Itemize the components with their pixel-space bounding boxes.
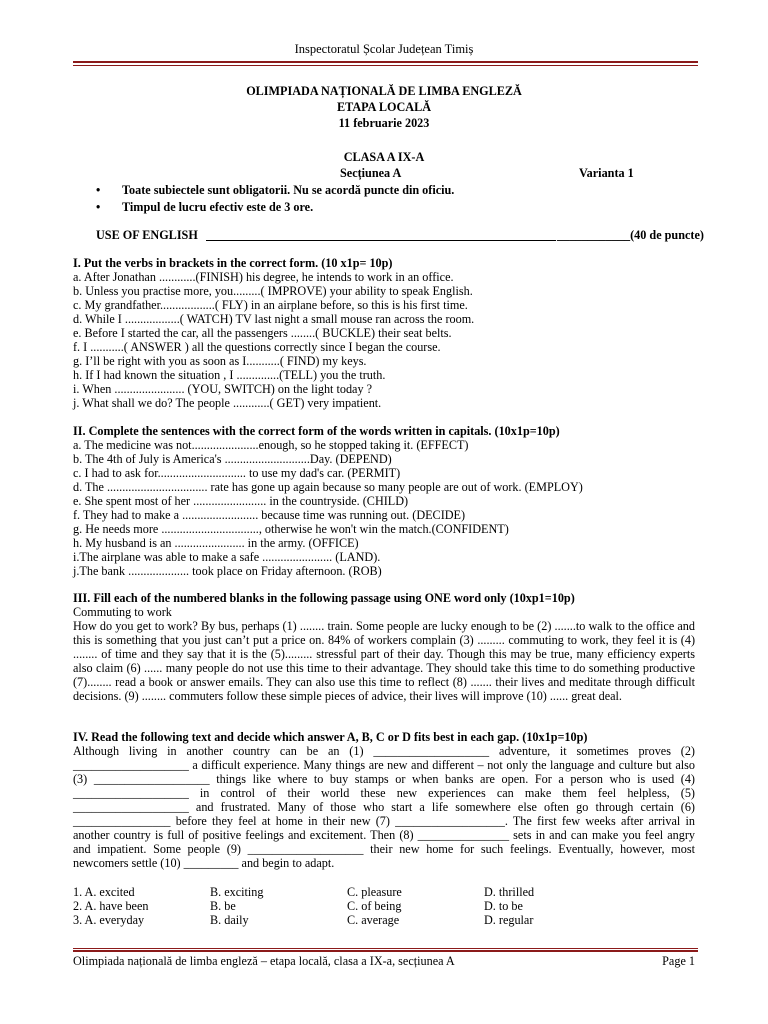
ex4-option: D. regular <box>484 913 534 927</box>
footer-rule <box>73 948 698 949</box>
ex4-option: C. of being <box>347 899 402 913</box>
ex2-item: b. The 4th of July is America's ............................Day. (DEPEND) <box>73 452 392 466</box>
ex1-item: i. When ....................... (YOU, SWITCH) on the light today ? <box>73 382 373 396</box>
title-olympiad: OLIMPIADA NAȚIONALĂ DE LIMBA ENGLEZĂ <box>246 84 522 98</box>
ex4-option: C. average <box>347 913 400 927</box>
rule-item: • Timpul de lucru efectiv este de 3 ore. <box>96 200 314 214</box>
title-stage: ETAPA LOCALĂ <box>336 100 431 114</box>
ex4-option: 2. A. have been <box>73 899 149 913</box>
ex2-item: i.The airplane was able to make a safe ....................... (LAND). <box>73 550 381 564</box>
ex1-item: j. What shall we do? The people ............( GET) very impatient. <box>73 396 382 410</box>
ex2-item: e. She spent most of her ........................ in the countryside. (CHILD) <box>73 494 409 508</box>
ex4-option: B. be <box>210 899 236 913</box>
ex4-option: B. daily <box>210 913 249 927</box>
title-date: 11 februarie 2023 <box>338 116 430 130</box>
page-header: Inspectoratul Școlar Județean Timiș <box>294 42 474 56</box>
use-of-english-label: USE OF ENGLISH <box>96 228 198 242</box>
footer-text: Olimpiada națională de limba engleză – etapa locală, clasa a IX-a, secțiunea A <box>73 954 455 968</box>
ex1-item: h. If I had known the situation , I ..............(TELL) you the truth. <box>73 368 386 382</box>
page-number: Page 1 <box>662 954 695 968</box>
ex1-item: c. My grandfather..................( FLY) in an airplane before, so this is his first time. <box>73 298 468 312</box>
ex4-option: C. pleasure <box>347 885 402 899</box>
ex1-item: f. I ...........( ANSWER ) all the questions correctly since I began the course. <box>73 340 441 354</box>
ex4-passage: Although living in another country can be an (1) ___________________ adventure, it sometimes proves (2) ___________________ a difficult experience. Many things are new and different – not only the language and culture but also (3) ___________________ things like where to buy stamps or when banks are open. For a person who is used (4) ___________________ in control of their world these new experiences can make them feel helpless, (5) ___________________ and frustrated. Many of those who start a life somewhere else often go through certain (6) ________________ before they feel at home in their new (7) __________________. The first few weeks after arrival in another country is full of positive feelings and excitement. Then (8) _______________ sets in and can make you feel angry and impatient. Some people (9) ___________________ their new home for such feelings. Eventually, however, most newcomers settle (10) _________ and begin to adapt. <box>73 744 695 870</box>
header-rule-thin <box>73 65 698 66</box>
section-label: Secțiunea A <box>340 166 402 180</box>
ex4-option: D. thrilled <box>484 885 535 899</box>
ex3-subtitle: Commuting to work <box>73 605 172 619</box>
ex2-item: d. The ................................. rate has gone up again because so many people are out of work. (EMPLOY) <box>73 480 583 494</box>
page-footer <box>73 954 695 969</box>
use-of-english-line <box>206 240 556 241</box>
ex4-option: B. exciting <box>210 885 264 899</box>
ex4-option: 3. A. everyday <box>73 913 145 927</box>
ex1-item: a. After Jonathan ............(FINISH) his degree, he intends to work in an office. <box>73 270 454 284</box>
ex2-item: f. They had to make a ......................... because time was running out. (DECIDE) <box>73 508 466 522</box>
ex2-item: j.The bank .................... took place on Friday afternoon. (ROB) <box>73 564 382 578</box>
class-label: CLASA A IX-A <box>343 150 425 164</box>
ex2-heading: II. Complete the sentences with the correct form of the words written in capitals. (10x1p=10p) <box>73 424 560 438</box>
header-rule <box>73 61 698 63</box>
ex1-heading: I. Put the verbs in brackets in the correct form. (10 x1p= 10p) <box>73 256 393 270</box>
ex1-item: b. Unless you practise more, you.........( IMPROVE) your ability to speak English. <box>73 284 473 298</box>
ex1-item: e. Before I started the car, all the passengers ........( BUCKLE) their seat belts. <box>73 326 452 340</box>
ex2-item: c. I had to ask for............................. to use my dad's car. (PERMIT) <box>73 466 401 480</box>
ex4-option: 1. A. excited <box>73 885 135 899</box>
ex2-item: h. My husband is an ....................... in the army. (OFFICE) <box>73 536 359 550</box>
ex2-item: g. He needs more ................................, otherwise he won't win the match.(CONFIDENT) <box>73 522 509 536</box>
ex4-option: D. to be <box>484 899 523 913</box>
ex2-item: a. The medicine was not......................enough, so he stopped taking it. (EFFECT) <box>73 438 469 452</box>
use-of-english-points: ____________(40 de puncte) <box>557 228 704 242</box>
variant-label: Varianta 1 <box>579 166 634 180</box>
ex4-heading: IV. Read the following text and decide which answer A, B, C or D fits best in each gap. (10x1p=10p) <box>73 730 588 744</box>
footer-rule-thick <box>73 950 698 952</box>
ex3-heading: III. Fill each of the numbered blanks in the following passage using ONE word only (10xp1=10p) <box>73 591 575 605</box>
ex1-item: d. While I ..................( WATCH) TV last night a small mouse ran across the room. <box>73 312 475 326</box>
ex1-item: g. I’ll be right with you as soon as I...........( FIND) my keys. <box>73 354 367 368</box>
rule-item: • Toate subiectele sunt obligatorii. Nu se acordă puncte din oficiu. <box>96 183 455 197</box>
ex3-passage: How do you get to work? By bus, perhaps (1) ........ train. Some people are lucky enough to be (2) .......to walk to the office and this is something that you just can’t put a price on. 84% of workers complain (3) ......... commuting to work, they feel it is (4) ........ of time and they say that it is the (5)......... stressful part of their day. Though this may be true, many efficiency experts also claim (6) ...... many people do not use this time to their advantage. They should take this time to do something productive (7)........ read a book or answer emails. They can also use this time to reflect (8) ....... their lives and meditate through difficult decisions. (9) ........ commuters follow these simple pieces of advice, their lives will improve (10) ...... great deal. <box>73 619 695 703</box>
